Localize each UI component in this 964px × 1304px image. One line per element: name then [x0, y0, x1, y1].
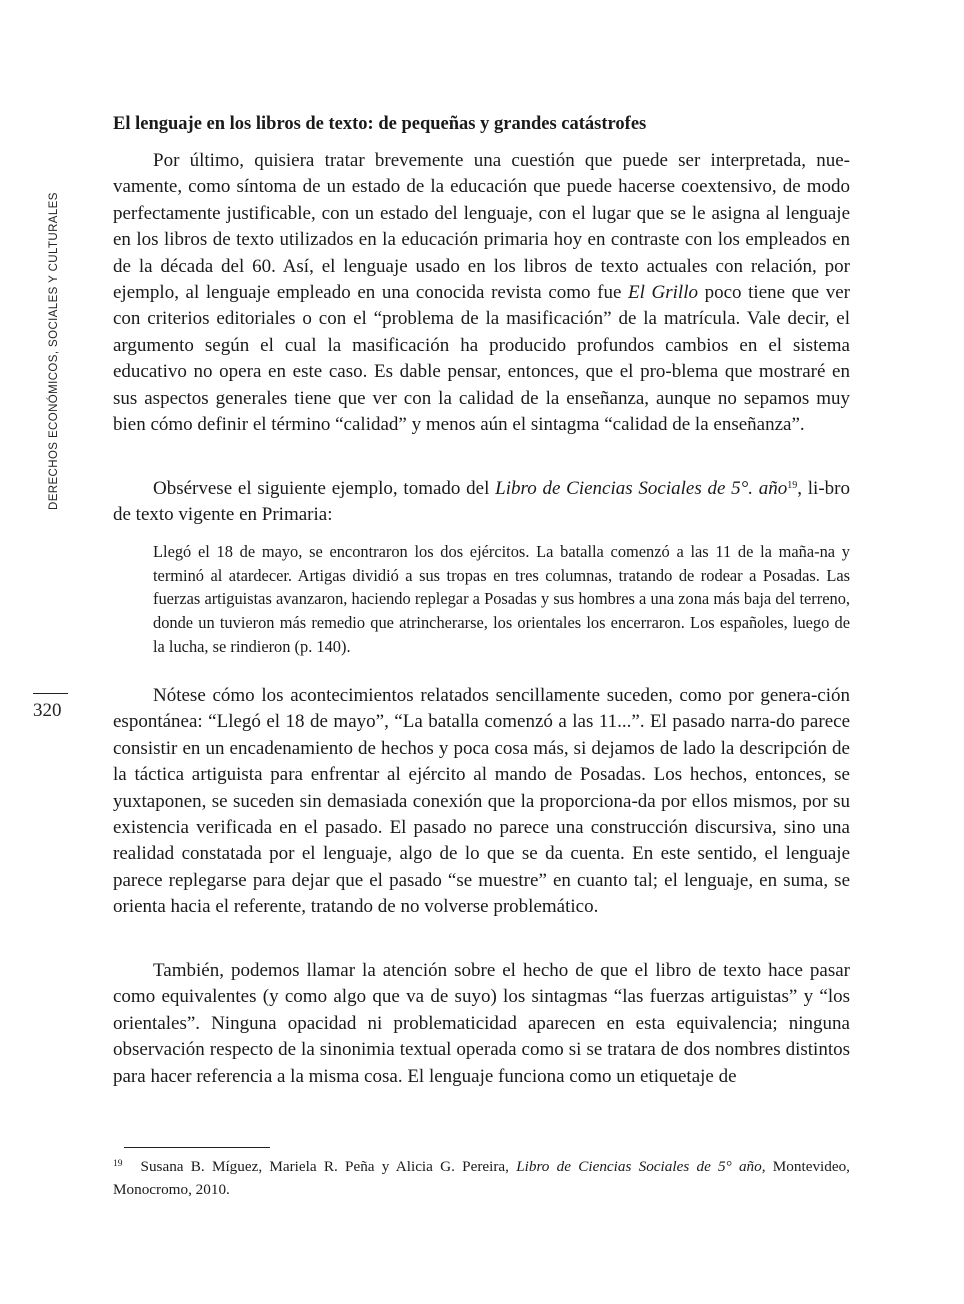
block-quote: Llegó el 18 de mayo, se encontraron los dos ejércitos. La batalla comenzó a las 11 de la maña-na y terminó al atardecer. Artigas dividió a sus tropas en tres columnas, tratando de rodear a Posadas. Las fuerzas artiguistas avanzaron, haciendo replegar a Posadas y sus hombres a una zona más baja del terreno, donde un tuvieron más remedio que atrincherarse, los orientales los encerraron. Los españoles, luego de la lucha, se rindieron (p. 140).	[153, 542, 850, 656]
paragraph-1-text-after: poco tiene que ver con criterios editoriales o con el “problema de la masificación” de la matrícula. Vale decir, el argumento según el cual la masificación ha producido profundos cambios en el sistema educativo no opera en este caso. Es dable pensar, entonces, que el pro-blema que mostraré en sus aspectos generales tiene que ver con la calidad de la enseñanza, aunque no sepamos muy bien cómo definir el término “calidad” y menos aún el sintagma “calidad de la enseñanza”.	[113, 282, 850, 436]
paragraph-3: Nótese cómo los acontecimientos relatados sencillamente suceden, como por genera-ción espontánea: “Llegó el 18 de mayo”, “La batalla comenzó a las 11...”. El pasado narra-do parece consistir en un encadenamiento de hechos y poca cosa más, si dejamos de lado la descripción de la táctica artiguista para enfrentar al ejército al mando de Posadas. Los hechos, entonces, se yuxtaponen, se suceden sin demasiada conexión que la proporciona-da por ellos mismos, por su existencia verificada en el pasado. El pasado no parece una construcción discursiva, sino una realidad constatada por el lenguaje, algo de lo que se da cuenta. En este sentido, el lenguaje parece replegarse para dejar que el pasado “se muestre” en cuanto tal; el lenguaje, en suma, se orienta hacia el referente, tratando de no volverse problemático.	[113, 685, 850, 918]
footnote-text-before: Susana B. Míguez, Mariela R. Peña y Alicia G. Pereira,	[140, 1158, 517, 1175]
paragraph-4: También, podemos llamar la atención sobre el hecho de que el libro de texto hace pasar como equivalentes (y como algo que va de suyo) los sintagmas “las fuerzas artiguistas” y “los orientales”. Ninguna opacidad ni problematicidad aparecen en esta equivalencia; ninguna observación respecto de la sinonimia textual operada como si se tratara de dos nombres distintos para hacer referencia a la misma cosa. El lenguaje funciona como un etiquetaje de	[113, 960, 850, 1087]
paragraph-2	[113, 476, 850, 529]
footnote	[113, 1156, 850, 1201]
paragraph-2-text-after: , li-bro de texto vigente en Primaria:	[113, 478, 850, 526]
paragraph-1-text-before: Por último, quisiera tratar brevemente una cuestión que puede ser interpretada, nue-vamente, como síntoma de un estado de la educación que puede hacerse coextensivo, de modo perfectamente justificable, con un estado del lenguaje, con el lugar que se le asigna al lenguaje en los libros de texto utilizados en la educación primaria hoy en contraste con los empleados en de la década del 60. Así, el lenguaje usado en los libros de texto actuales con relación, por ejemplo, al lenguaje empleado en una conocida revista como fue	[113, 150, 850, 304]
paragraph-2-text-before: Obsérvese el siguiente ejemplo, tomado del	[153, 478, 496, 499]
footnote-text-after: , Montevideo, Monocromo, 2010.	[113, 1158, 850, 1198]
page-number: 320	[33, 700, 62, 721]
footnote-rule	[124, 1147, 270, 1148]
paragraph-2-italic-title: Libro de Ciencias Sociales de 5°. año	[495, 478, 788, 499]
footnote-mark: 19	[113, 1159, 123, 1169]
paragraph-1-italic-title: El Grillo	[628, 282, 698, 304]
running-side-title: DERECHOS ECONÓMICOS, SOCIALES Y CULTURALES	[48, 192, 60, 510]
paragraph-1	[113, 148, 850, 438]
footnote-reference: 19	[787, 480, 798, 491]
section-heading: El lenguaje en los libros de texto: de pequeñas y grandes catástrofes	[113, 114, 647, 134]
page-number-rule	[33, 693, 68, 694]
footnote-italic-title: Libro de Ciencias Sociales de 5° año	[516, 1158, 762, 1175]
